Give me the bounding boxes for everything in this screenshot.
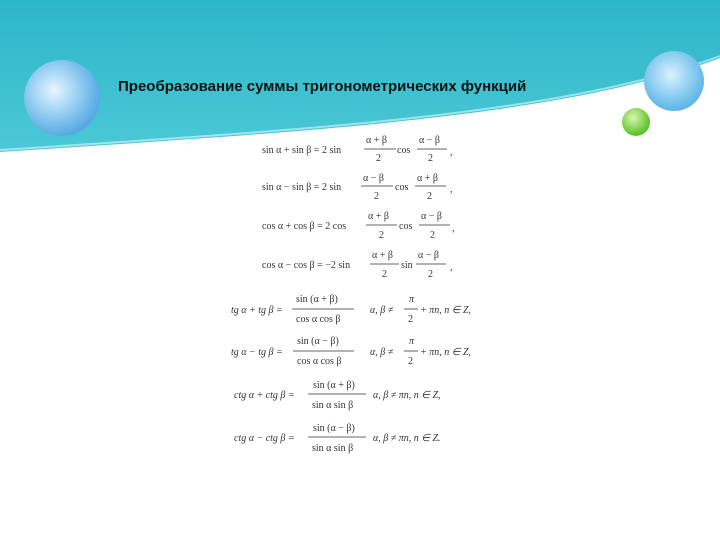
fraction-numerator: α − β bbox=[419, 135, 440, 146]
condition-tail: + πn, n ∈ Z, bbox=[420, 347, 472, 358]
func-name: cos bbox=[399, 221, 413, 232]
fraction-denominator: 2 bbox=[428, 153, 433, 164]
formula-sum-cos bbox=[262, 211, 455, 241]
condition-text: α, β ≠ πn, n ∈ Z, bbox=[373, 390, 441, 401]
fraction-denominator: 2 bbox=[382, 269, 387, 280]
fraction-numerator: α − β bbox=[418, 250, 439, 261]
formula-diff-cos bbox=[262, 250, 453, 280]
formula-lhs: cos α − cos β = −2 sin bbox=[262, 260, 351, 271]
fraction-numerator: π bbox=[409, 336, 415, 347]
punctuation: , bbox=[452, 223, 455, 234]
fraction-numerator: α + β bbox=[372, 250, 393, 261]
func-name: cos bbox=[397, 145, 411, 156]
fraction-numerator: α + β bbox=[368, 211, 389, 222]
condition-text: α, β ≠ πn, n ∈ Z. bbox=[373, 433, 441, 444]
slide-title: Преобразование суммы тригонометрических функций bbox=[118, 78, 527, 95]
formula-lhs: cos α + cos β = 2 cos bbox=[262, 221, 347, 232]
fraction-numerator: α − β bbox=[363, 173, 384, 184]
formula-lhs: tg α + tg β = bbox=[231, 305, 283, 316]
fraction-denominator: 2 bbox=[408, 314, 413, 325]
formula-diff-ctg bbox=[234, 423, 441, 454]
fraction-numerator: sin (α − β) bbox=[297, 336, 339, 347]
fraction-numerator: sin (α − β) bbox=[313, 423, 355, 434]
condition-text: α, β ≠ bbox=[370, 305, 394, 316]
formula-diff-tg bbox=[231, 336, 471, 367]
fraction-numerator: π bbox=[409, 294, 415, 305]
formula-sum-sin bbox=[262, 135, 453, 164]
fraction-numerator: sin (α + β) bbox=[296, 294, 338, 305]
condition-tail: + πn, n ∈ Z, bbox=[420, 305, 472, 316]
fraction-numerator: sin (α + β) bbox=[313, 380, 355, 391]
fraction-denominator: 2 bbox=[376, 153, 381, 164]
formula-diff-sin bbox=[262, 173, 453, 202]
formula-lhs: sin α + sin β = 2 sin bbox=[262, 145, 342, 156]
formula-lhs: ctg α − ctg β = bbox=[234, 433, 295, 444]
formula-sum-tg bbox=[231, 294, 471, 325]
fraction-denominator: sin α sin β bbox=[312, 400, 354, 411]
func-name: sin bbox=[401, 260, 413, 271]
func-name: cos bbox=[395, 182, 409, 193]
fraction-denominator: 2 bbox=[408, 356, 413, 367]
fraction-denominator: 2 bbox=[430, 230, 435, 241]
fraction-denominator: 2 bbox=[427, 191, 432, 202]
fraction-denominator: cos α cos β bbox=[297, 356, 342, 367]
fraction-numerator: α + β bbox=[366, 135, 387, 146]
fraction-numerator: α + β bbox=[417, 173, 438, 184]
fraction-denominator: 2 bbox=[374, 191, 379, 202]
punctuation: , bbox=[450, 184, 453, 195]
formula-lhs: tg α − tg β = bbox=[231, 347, 283, 358]
fraction-denominator: sin α sin β bbox=[312, 443, 354, 454]
formula-sum-ctg bbox=[234, 380, 441, 411]
fraction-denominator: 2 bbox=[428, 269, 433, 280]
condition-text: α, β ≠ bbox=[370, 347, 394, 358]
formula-lhs: sin α − sin β = 2 sin bbox=[262, 182, 342, 193]
punctuation: , bbox=[450, 262, 453, 273]
fraction-numerator: α − β bbox=[421, 211, 442, 222]
fraction-denominator: 2 bbox=[379, 230, 384, 241]
fraction-denominator: cos α cos β bbox=[296, 314, 341, 325]
formula-lhs: ctg α + ctg β = bbox=[234, 390, 295, 401]
punctuation: , bbox=[450, 147, 453, 158]
